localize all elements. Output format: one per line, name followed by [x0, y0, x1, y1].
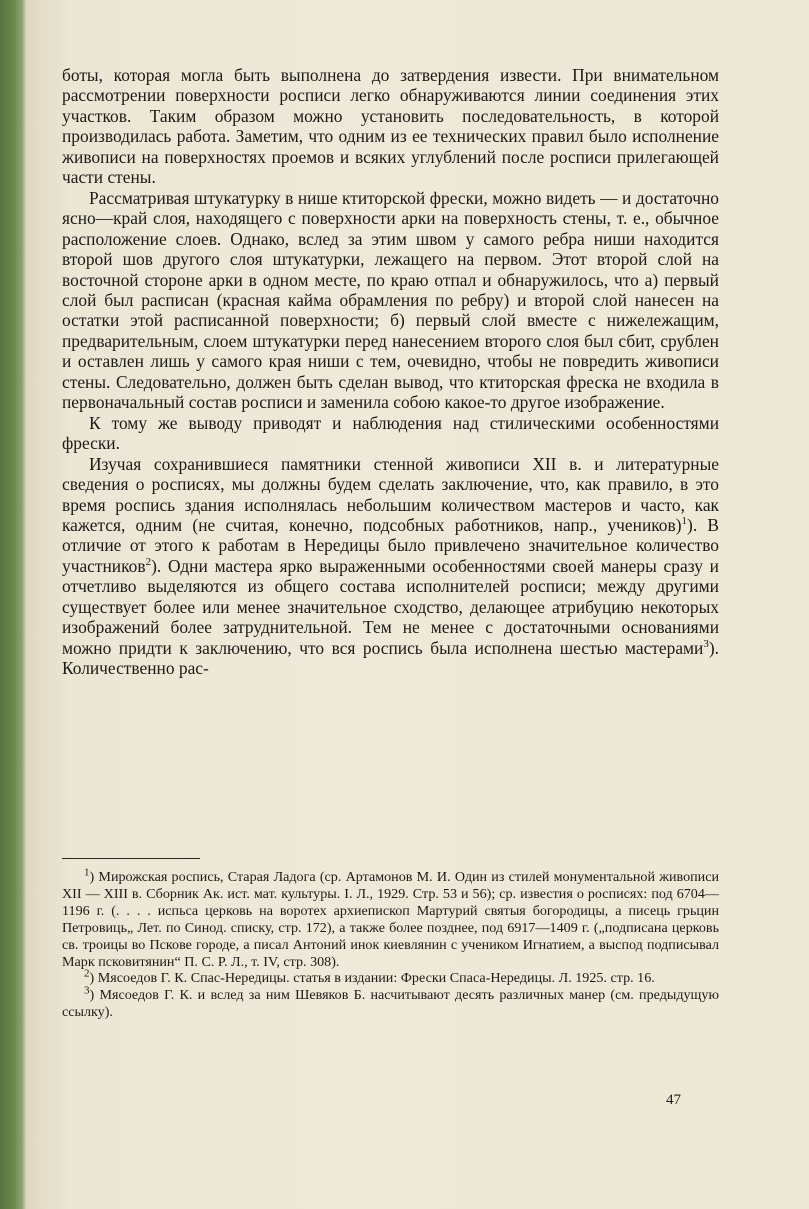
- footnote-mark-2: 2: [84, 967, 90, 980]
- footnote-1: [62, 866, 719, 970]
- page-number: 47: [666, 1092, 681, 1108]
- footnote-mark-3: 3: [84, 984, 90, 997]
- book-spine-edge: [0, 0, 26, 1209]
- paragraph-stylistic-observations: К тому же выводу приводят и наблюдения над стилическими особенностями фрески.: [62, 412, 719, 454]
- footnote-2-text: ) Мясоедов Г. К. Спас-Нередицы. статья в издании: Фрески Спаса-Нередицы. Л. 1925. стр. 16.: [89, 970, 655, 987]
- footnote-3: [62, 984, 719, 1021]
- paragraph-masters-part-4: ). Количественно рас-: [62, 637, 719, 679]
- footnote-ref-1: 1: [681, 515, 688, 528]
- footnote-separator: [62, 858, 200, 859]
- main-text: [62, 65, 719, 679]
- footnotes: [62, 866, 719, 1021]
- footnote-3-text: ) Мясоедов Г. К. и вслед за ним Шевяков Б. насчитывают десять различных манер (см. предыдущую ссылку).: [62, 987, 719, 1021]
- footnote-1-text: ) Мирожская роспись, Старая Ладога (ср. Артамонов М. И. Один из стилей монументальной живописи XII — XIII в. Сборник Ак. ист. мат. культуры. I. Л., 1929. Стр. 53 и 56); ср. известия о росписях: под 6704—1196 г. (. . . . испьса церковь на воротех архиепископ Мартурий святыя богородицы, а писець грьцин Петровиць„ Лет. по Синод. списку, стр. 172), а также более позднее, под 6917—1409 г. („подписана церковь св. троицы во Пскове городе, а писал Антоний инок киевлянин с учеником Игнатием, а выспод подписывал Марк псковитянин“ П. С. Р. Л., т. IV, стр. 308).: [62, 869, 719, 970]
- footnote-2: [62, 967, 719, 987]
- footnote-ref-3: 3: [703, 637, 709, 650]
- paragraph-continued: боты, которая могла быть выполнена до затвердения извести. При внимательном рассмотрении поверхности росписи легко обнаруживаются линии соединения этих участков. Таким образом можно установить последовательность, в которой производилась работа. Заметим, что одним из ее технических правил было исполнение живописи на поверхностях проемов и всяких углублений после росписи прилегающей части стены.: [62, 65, 719, 188]
- footnote-ref-2: 2: [145, 556, 152, 569]
- paragraph-niche-plaster: Рассматривая штукатурку в нише ктиторской фрески, можно видеть — и достаточно ясно—край слоя, находящего с поверхности арки на поверхность стены, т. е., обычное расположение слоев. Однако, вслед за этим швом у самого ребра ниши находится второй шов другого слоя штукатурки, лежащего на первом. Этот второй слой на восточной стороне арки в одном месте, по краю отпал и обнаружилось, что а) первый слой был расписан (красная кайма обрамления по ребру) и второй слой нанесен на остатки этой расписанной поверхности; б) первый слой вместе с нижележащим, предварительным, слоем штукатурки перед нанесением второго слоя был сбит, срублен и оставлен лишь у самого края ниши с тем, очевидно, чтобы не повредить живописи стены. Следовательно, должен быть сделан вывод, что ктиторская фреска не входила в первоначальный состав росписи и заменила собою какое-то другое изображение.: [62, 187, 719, 413]
- paragraph-masters-part-3: ). Одни мастера ярко выраженными особенностями своей манеры сразу и отчетливо выделяются из общего состава исполнителей росписи; между другими существует более или менее значительное сходство, делающее атрибуцию некоторых изображений более затруднительной. Тем не менее с достаточными основаниями можно придти к заключению, что вся роспись была исполнена шестью мастерами: [62, 555, 719, 658]
- paragraph-masters-part-1: Изучая сохранившиеся памятники стенной живописи XII в. и литературные сведения о росписях, мы должны будем сделать заключение, что, как правило, в это время роспись здания исполнялась небольшим количеством мастеров и часто, как кажется, одним (не считая, конечно, подсобных работников, напр., учеников): [62, 453, 719, 535]
- paragraph-masters: Изучая сохранившиеся памятники стенной живописи XII в. и литературные сведения о росписях, мы должны будем сделать заключение, что, как правило, в это время роспись здания исполнялась небольшим количеством мастеров и часто, как кажется, одним (не считая, конечно, подсобных работников, напр., учеников)$^1$). В отличие от этого к работам в Нередицы было привлечено значительное количество участников$^2$). Одни мастера ярко выраженными особенностями своей манеры сразу и отчетливо выделяются из общего состава исполнителей росписи; между другими существует более или менее значительное сходство, делающее атрибуцию некоторых изображений более затруднительной. Тем не менее с достаточными основаниями можно придти к заключению, что вся роспись была исполнена шестью мастерами$^3$). Количественно рас-: [62, 453, 719, 679]
- book-page: [26, 0, 809, 1209]
- footnote-mark-1: 1: [84, 866, 90, 879]
- paragraph-masters-part-2: . В отличие от этого к работам в Нередицы было привлечено значительное количество участников: [62, 514, 719, 576]
